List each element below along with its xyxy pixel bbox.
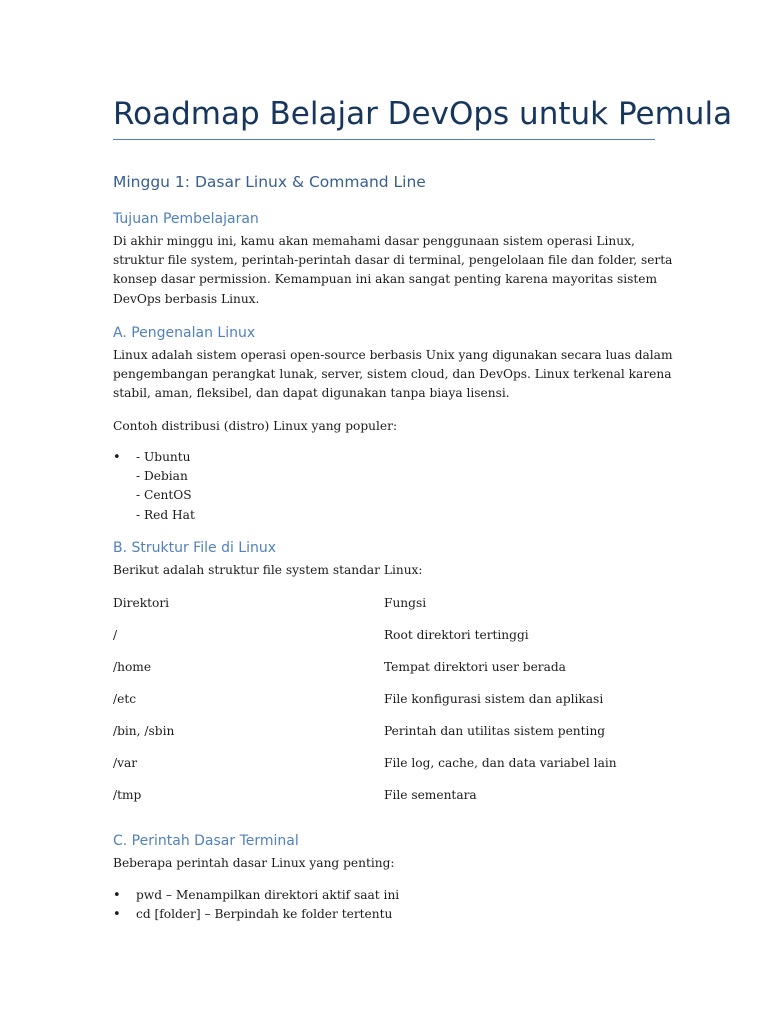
table-cell: / <box>113 628 118 642</box>
distro-item: - CentOS <box>136 488 192 503</box>
table-cell: /etc <box>113 692 137 706</box>
table-cell: /var <box>113 756 138 770</box>
distro-item: - Red Hat <box>136 507 195 522</box>
table-header-row <box>113 594 653 626</box>
distro-list <box>113 448 653 528</box>
bullet-icon: • <box>113 888 121 903</box>
command-item-text: cd [folder] – Berpindah ke folder tertentu <box>136 907 393 921</box>
goals-heading: Tujuan Pembelajaran <box>113 211 259 227</box>
filesystem-intro-text: Berikut adalah struktur file system standar Linux: <box>113 563 423 577</box>
table-cell: /home <box>113 660 152 674</box>
distro-intro <box>113 417 653 436</box>
commands-intro-text: Beberapa perintah dasar Linux yang penting: <box>113 856 395 870</box>
table-cell: File konfigurasi sistem dan aplikasi <box>384 692 604 706</box>
document-title: Roadmap Belajar DevOps untuk Pemula <box>113 96 733 132</box>
distro-intro-text: Contoh distribusi (distro) Linux yang populer: <box>113 419 398 433</box>
table-cell: Tempat direktori user berada <box>384 660 566 674</box>
distro-list-text <box>136 448 195 525</box>
table-header-cell: Direktori <box>113 596 170 610</box>
commands-intro <box>113 854 653 873</box>
intro-heading: A. Pengenalan Linux <box>113 325 256 341</box>
command-item-text: pwd – Menampilkan direktori aktif saat ini <box>136 888 400 902</box>
table-row <box>113 658 653 690</box>
intro-paragraph <box>113 346 673 404</box>
goals-paragraph <box>113 232 673 309</box>
filesystem-intro <box>113 561 653 580</box>
table-row <box>113 690 653 722</box>
distro-item: - Ubuntu <box>136 450 191 464</box>
commands-heading: C. Perintah Dasar Terminal <box>113 833 299 849</box>
filesystem-table <box>113 594 653 818</box>
intro-line: pengembangan perangkat lunak, server, sistem cloud, dan DevOps. Linux terkenal karena <box>113 367 672 382</box>
table-row <box>113 786 653 818</box>
title-underline <box>113 139 655 140</box>
table-cell: File sementara <box>384 788 477 802</box>
table-cell: File log, cache, dan data variabel lain <box>384 756 617 770</box>
intro-line: stabil, aman, fleksibel, dan dapat digunakan tanpa biaya lisensi. <box>113 386 510 401</box>
goals-line: DevOps berbasis Linux. <box>113 291 260 306</box>
table-cell: /bin, /sbin <box>113 724 175 738</box>
goals-line: struktur file system, perintah-perintah dasar di terminal, pengelolaan file dan folder, serta <box>113 253 673 268</box>
distro-item: - Debian <box>136 469 188 484</box>
table-header-cell: Fungsi <box>384 596 427 610</box>
intro-line: Linux adalah sistem operasi open-source berbasis Unix yang digunakan secara luas dalam <box>113 348 673 362</box>
table-row <box>113 722 653 754</box>
table-cell: /tmp <box>113 788 142 802</box>
goals-line: Di akhir minggu ini, kamu akan memahami dasar penggunaan sistem operasi Linux, <box>113 234 635 248</box>
command-item <box>113 905 653 925</box>
bullet-icon: • <box>113 907 121 922</box>
table-cell: Root direktori tertinggi <box>384 628 529 642</box>
table-cell: Perintah dan utilitas sistem penting <box>384 724 606 738</box>
filesystem-heading: B. Struktur File di Linux <box>113 540 277 556</box>
table-row <box>113 626 653 658</box>
command-item <box>113 886 653 906</box>
table-row <box>113 754 653 786</box>
goals-line: konsep dasar permission. Kemampuan ini akan sangat penting karena mayoritas sistem <box>113 272 658 287</box>
week1-heading: Minggu 1: Dasar Linux & Command Line <box>113 173 426 191</box>
bullet-icon: • <box>113 450 121 465</box>
